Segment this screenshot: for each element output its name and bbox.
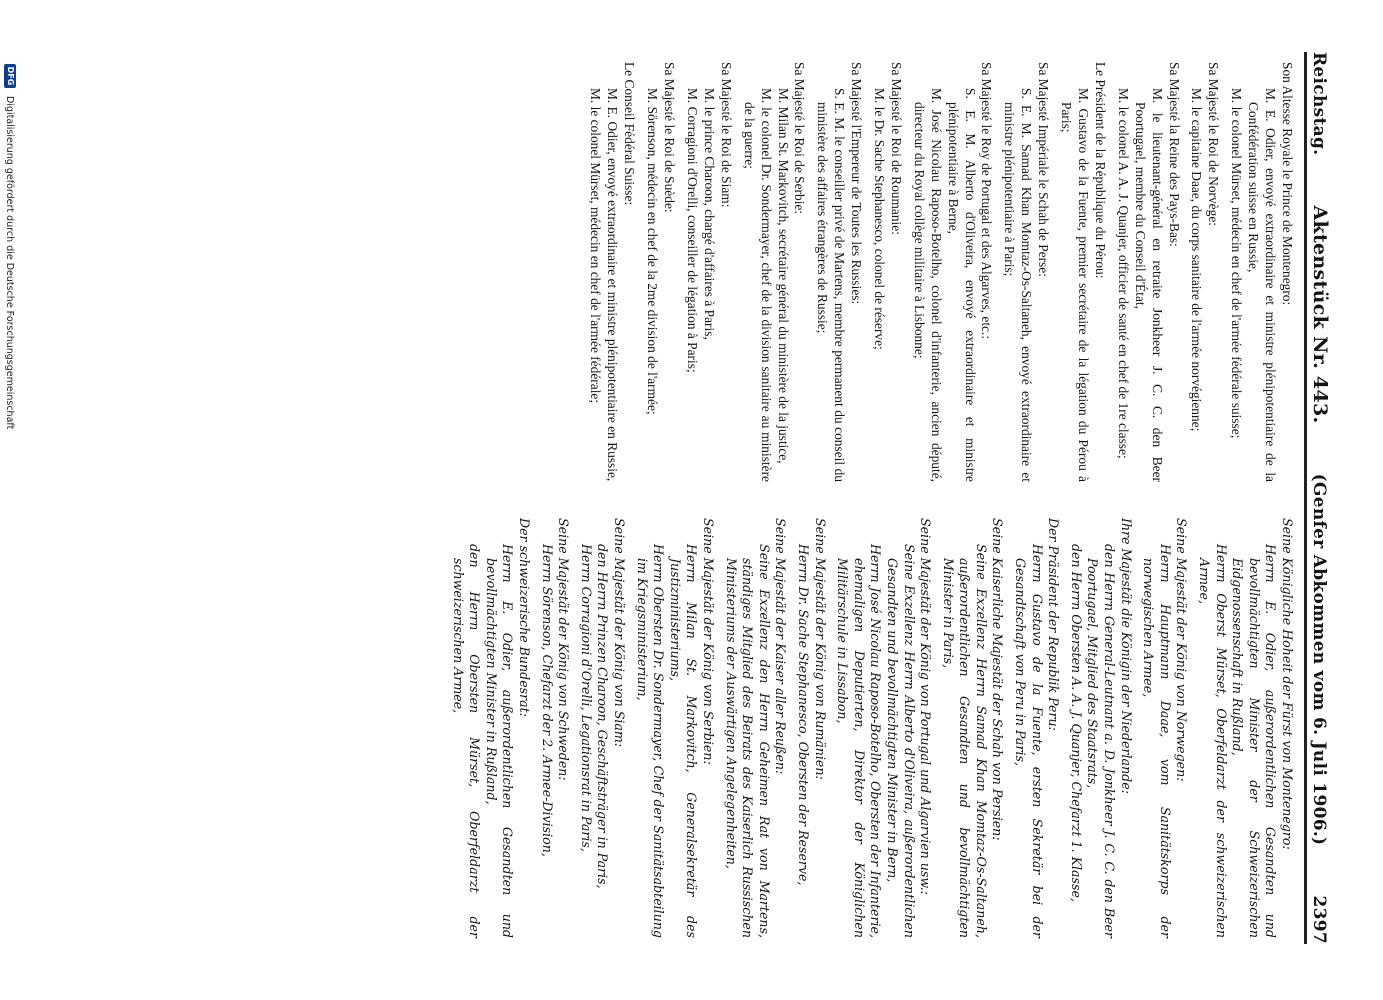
delegate-line: M. E. Odier, envoyé extraordinaire et ministre plénipotentiaire en Russie, [605, 88, 621, 482]
sovereign-line: Seine Majestät der König von Serbien: [701, 518, 716, 765]
sovereign-line: Sa Majesté le Roi de Suède: [662, 62, 678, 213]
german-entry [834, 518, 934, 938]
german-entry [1140, 518, 1190, 938]
french-entry [683, 62, 734, 482]
delegate-line: M. le prince Charoon, chargé d'affaires à Paris, [701, 88, 717, 340]
delegate-line: Herrn José Nicolau Raposo-Botelho, Obersten der Infanterie, ehemaligen Deputierten, Direktor der Königlichen Militärschule in Lissabon, [835, 544, 884, 938]
german-entry [1067, 518, 1133, 938]
delegate-line: Seine Exzellenz Herrn Alberto d'Oliveira, außerordentlichen Gesandten und bevollmächtigten Minister in Bern, [884, 544, 917, 938]
delegate-line: den Herrn Prinzen Charoon, Geschäftsträger in Paris, [595, 544, 611, 889]
french-entry [1188, 62, 1222, 482]
german-entry [1195, 518, 1295, 938]
header-rule [1304, 52, 1307, 944]
german-entry [1012, 518, 1062, 938]
delegate-line: Herrn Oberst Mürset, Oberfeldarzt der schweizerischen Armee, [1197, 544, 1229, 938]
delegate-line: Herrn Hauptmann Daae, vom Sanitätskorps der norwegischen Armee, [1141, 544, 1173, 938]
delegate-line: den Herrn Obersten Mürset, Oberfeldarzt der schweizerischen Armee, [450, 544, 483, 938]
german-column [443, 518, 1295, 938]
french-entry [1001, 62, 1052, 482]
delegate-line: M. le colonel Mürset, médecin en chef de l'armée fédérale; [588, 88, 604, 404]
french-entry [587, 62, 638, 482]
sovereign-line: Seine Majestät der König von Portugal und Algarvien usw.: [918, 518, 934, 895]
french-entry [1227, 62, 1295, 482]
french-entry [1057, 62, 1108, 482]
sovereign-line: Sa Majesté le Roy de Portugal et des Algarves, etc.: [979, 62, 995, 340]
delegate-line: M. le colonel Mürset, médecin en chef de l'armée fédérale suisse; [1229, 88, 1245, 439]
delegate-line: Herrn E. Odier, außerordentlichen Gesandten und bevollmächtigten Minister in Rußland, [483, 544, 516, 938]
sovereign-line: Sa Majesté le Roi de Roumanie: [888, 62, 904, 235]
sovereign-line: Sa Majesté le Roi de Siam: [718, 62, 734, 208]
sovereign-line: Sa Majesté le Roi de Norvège: [1206, 62, 1222, 226]
french-entry [910, 62, 995, 482]
delegate-line: M. le lieutenant-général en retraite Jonkheer J. C. C. den Beer Poortugael, membre du Conseil d'État, [1132, 88, 1165, 482]
running-header [1309, 52, 1343, 944]
german-entry [633, 518, 716, 938]
delegate-line: Herrn Gustavo de la Fuente, ersten Sekretär bei der Gesandtschaft von Peru in Paris, [1013, 544, 1045, 938]
sovereign-line: Seine Majestät der König von Schweden: [556, 518, 572, 781]
sovereign-line: Le Conseil Fédéral Suisse: [622, 62, 638, 206]
sovereign-line: Seine Majestät der Kaiser aller Reußen: [773, 518, 789, 775]
sovereign-line: Sa Majesté le Roi de Serbie: [792, 62, 808, 215]
footer [2, 64, 18, 994]
delegate-line: Herrn Corragioni d'Orelli, Legationsrat in Paris, [578, 544, 594, 852]
page-number: 2397 [1309, 895, 1329, 944]
delegate-line: M. le capitaine Daae, du corps sanitaire de l'armée norvégienne; [1189, 88, 1205, 432]
french-entry [870, 62, 904, 482]
sovereign-line: Le Président de la République du Pérou: [1092, 62, 1108, 279]
delegate-line: den Herrn General-Leutnant a. D. Jonkheer J. C. C. den Beer Poortugael, Mitglied des Staatsrats, [1085, 544, 1118, 938]
dfg-logo: DFG [4, 64, 16, 88]
delegate-line: Herrn E. Odier, außerordentlichen Gesandten und bevollmächtigten Minister der Schweizerischen Eidgenossenschaft in Rußland, [1230, 544, 1279, 938]
delegate-line: M. Corragioni d'Orelli, conseiller de légation à Paris; [685, 88, 700, 373]
header-right: (Genfer Abkommen vom 6. Juli 1906.) [1309, 473, 1329, 846]
footer-credit: Digitalisierung gefördert durch die Deutsche Forschungsgemeinschaft [4, 96, 16, 430]
sovereign-line: Seine Königliche Hoheit der Fürst von Montenegro: [1280, 518, 1295, 850]
delegate-line: Seine Exzellenz Herrn Samad Khan Momtaz-Os-Saltaneh, außerordentlichen Gesandten und bevollmächtigten Minister in Paris, [940, 544, 989, 938]
sovereign-line: Sa Majesté la Reine des Pays-Bas: [1166, 62, 1182, 247]
delegate-line: M. Sörenson, médecin en chef de la 2me division de l'armée; [645, 88, 661, 415]
sovereign-line: Sa Majesté l'Empereur de Toutes les Russies: [849, 62, 865, 305]
sovereign-line: Ihre Majestät die Königin der Niederlande: [1118, 518, 1134, 794]
sovereign-line: Seine Majestät der König von Rumänien: [812, 518, 828, 780]
delegate-line: M. le colonel A. A. J. Quanjer, officier de santé en chef de 1re classe; [1115, 88, 1131, 459]
delegate-line: Herrn Obersten Dr. Sondermayer, Chef der Sanitätsabteilung im Kriegsministerium, [634, 544, 667, 938]
delegate-line: Herrn Milan St. Markovitch, Generalsekretär des Justizministeriums, [667, 544, 700, 938]
header-center: Aktenstück Nr. 443. [1309, 205, 1331, 424]
header-left: Reichstag. [1309, 52, 1329, 156]
delegate-line: M. Gustavo de la Fuente, premier secrétaire de la légation du Pérou à Paris; [1059, 88, 1092, 482]
german-entry [449, 518, 532, 938]
sovereign-line: Der schweizerische Bundesrat: [517, 518, 533, 717]
delegate-line: Herrn Dr. Sache Stephanesco, Obersten der Reserve, [795, 544, 811, 886]
delegate-line: S. E. M. le conseiller privé de Martens, membre permanent du conseil du ministère des affaires étrangères de Russie; [815, 88, 848, 482]
delegate-line: Herrn Sörenson, Chefarzt der 2. Armee-Division, [539, 544, 555, 857]
german-entry [577, 518, 627, 938]
german-entry [538, 518, 571, 938]
sovereign-line: Seine Majestät der König von Norwegen: [1174, 518, 1190, 782]
french-column [581, 62, 1295, 482]
french-entry [1114, 62, 1182, 482]
sovereign-line: Der Präsident der Republik Peru: [1046, 518, 1062, 731]
french-entry [643, 62, 677, 482]
french-entry [740, 62, 808, 482]
delegate-line: S. E. M. Samad Khan Momtaz-Os-Saltaneh, envoyé extraordinaire et ministre plénipotentiaire à Paris; [1002, 88, 1035, 482]
delegate-line: S. E. M. Alberto d'Oliveira, envoyé extraordinaire et ministre plénipotentiaire à Berne, [945, 88, 978, 482]
delegate-line: M. José Nicolau Raposo-Botelho, colonel d'infanterie, ancien député, directeur du Royal collège militaire à Lisbonne; [911, 88, 944, 482]
german-entry [939, 518, 1005, 938]
sovereign-line: Seine Kaiserliche Majestät der Schah von Persien: [990, 518, 1006, 841]
sovereign-line: Seine Majestät der König von Siam: [612, 518, 628, 748]
sovereign-line: Son Altesse Royale le Prince de Montenegro: [1280, 62, 1295, 306]
sovereign-line: Sa Majesté Impériale le Schah de Perse: [1036, 62, 1052, 277]
french-entry [813, 62, 864, 482]
delegate-line: M. le colonel Dr. Sondermayer, chef de la division sanitaire au ministère de la guerre; [741, 88, 774, 482]
delegate-line: Seine Exzellenz den Herrn Geheimen Rat von Martens, ständiges Mitglied des Beirats des Kaiserlich Russischen Ministeriums der Auswärtigen Angelegenheiten, [723, 544, 772, 938]
delegate-line: M. Milan St. Markovitch, secrétaire général du ministère de la justice, [775, 88, 791, 464]
german-entry [794, 518, 827, 938]
delegate-line: M. le Dr. Sache Stephanesco, colonel de réserve; [872, 88, 888, 350]
delegate-line: den Herrn Obersten A. A. J. Quanjer, Chefarzt 1. Klasse, [1068, 544, 1084, 902]
delegate-line: M. E. Odier, envoyé extraordinaire et ministre plénipotentiaire de la Confédération suisse en Russie, [1246, 88, 1279, 482]
german-entry [722, 518, 788, 938]
